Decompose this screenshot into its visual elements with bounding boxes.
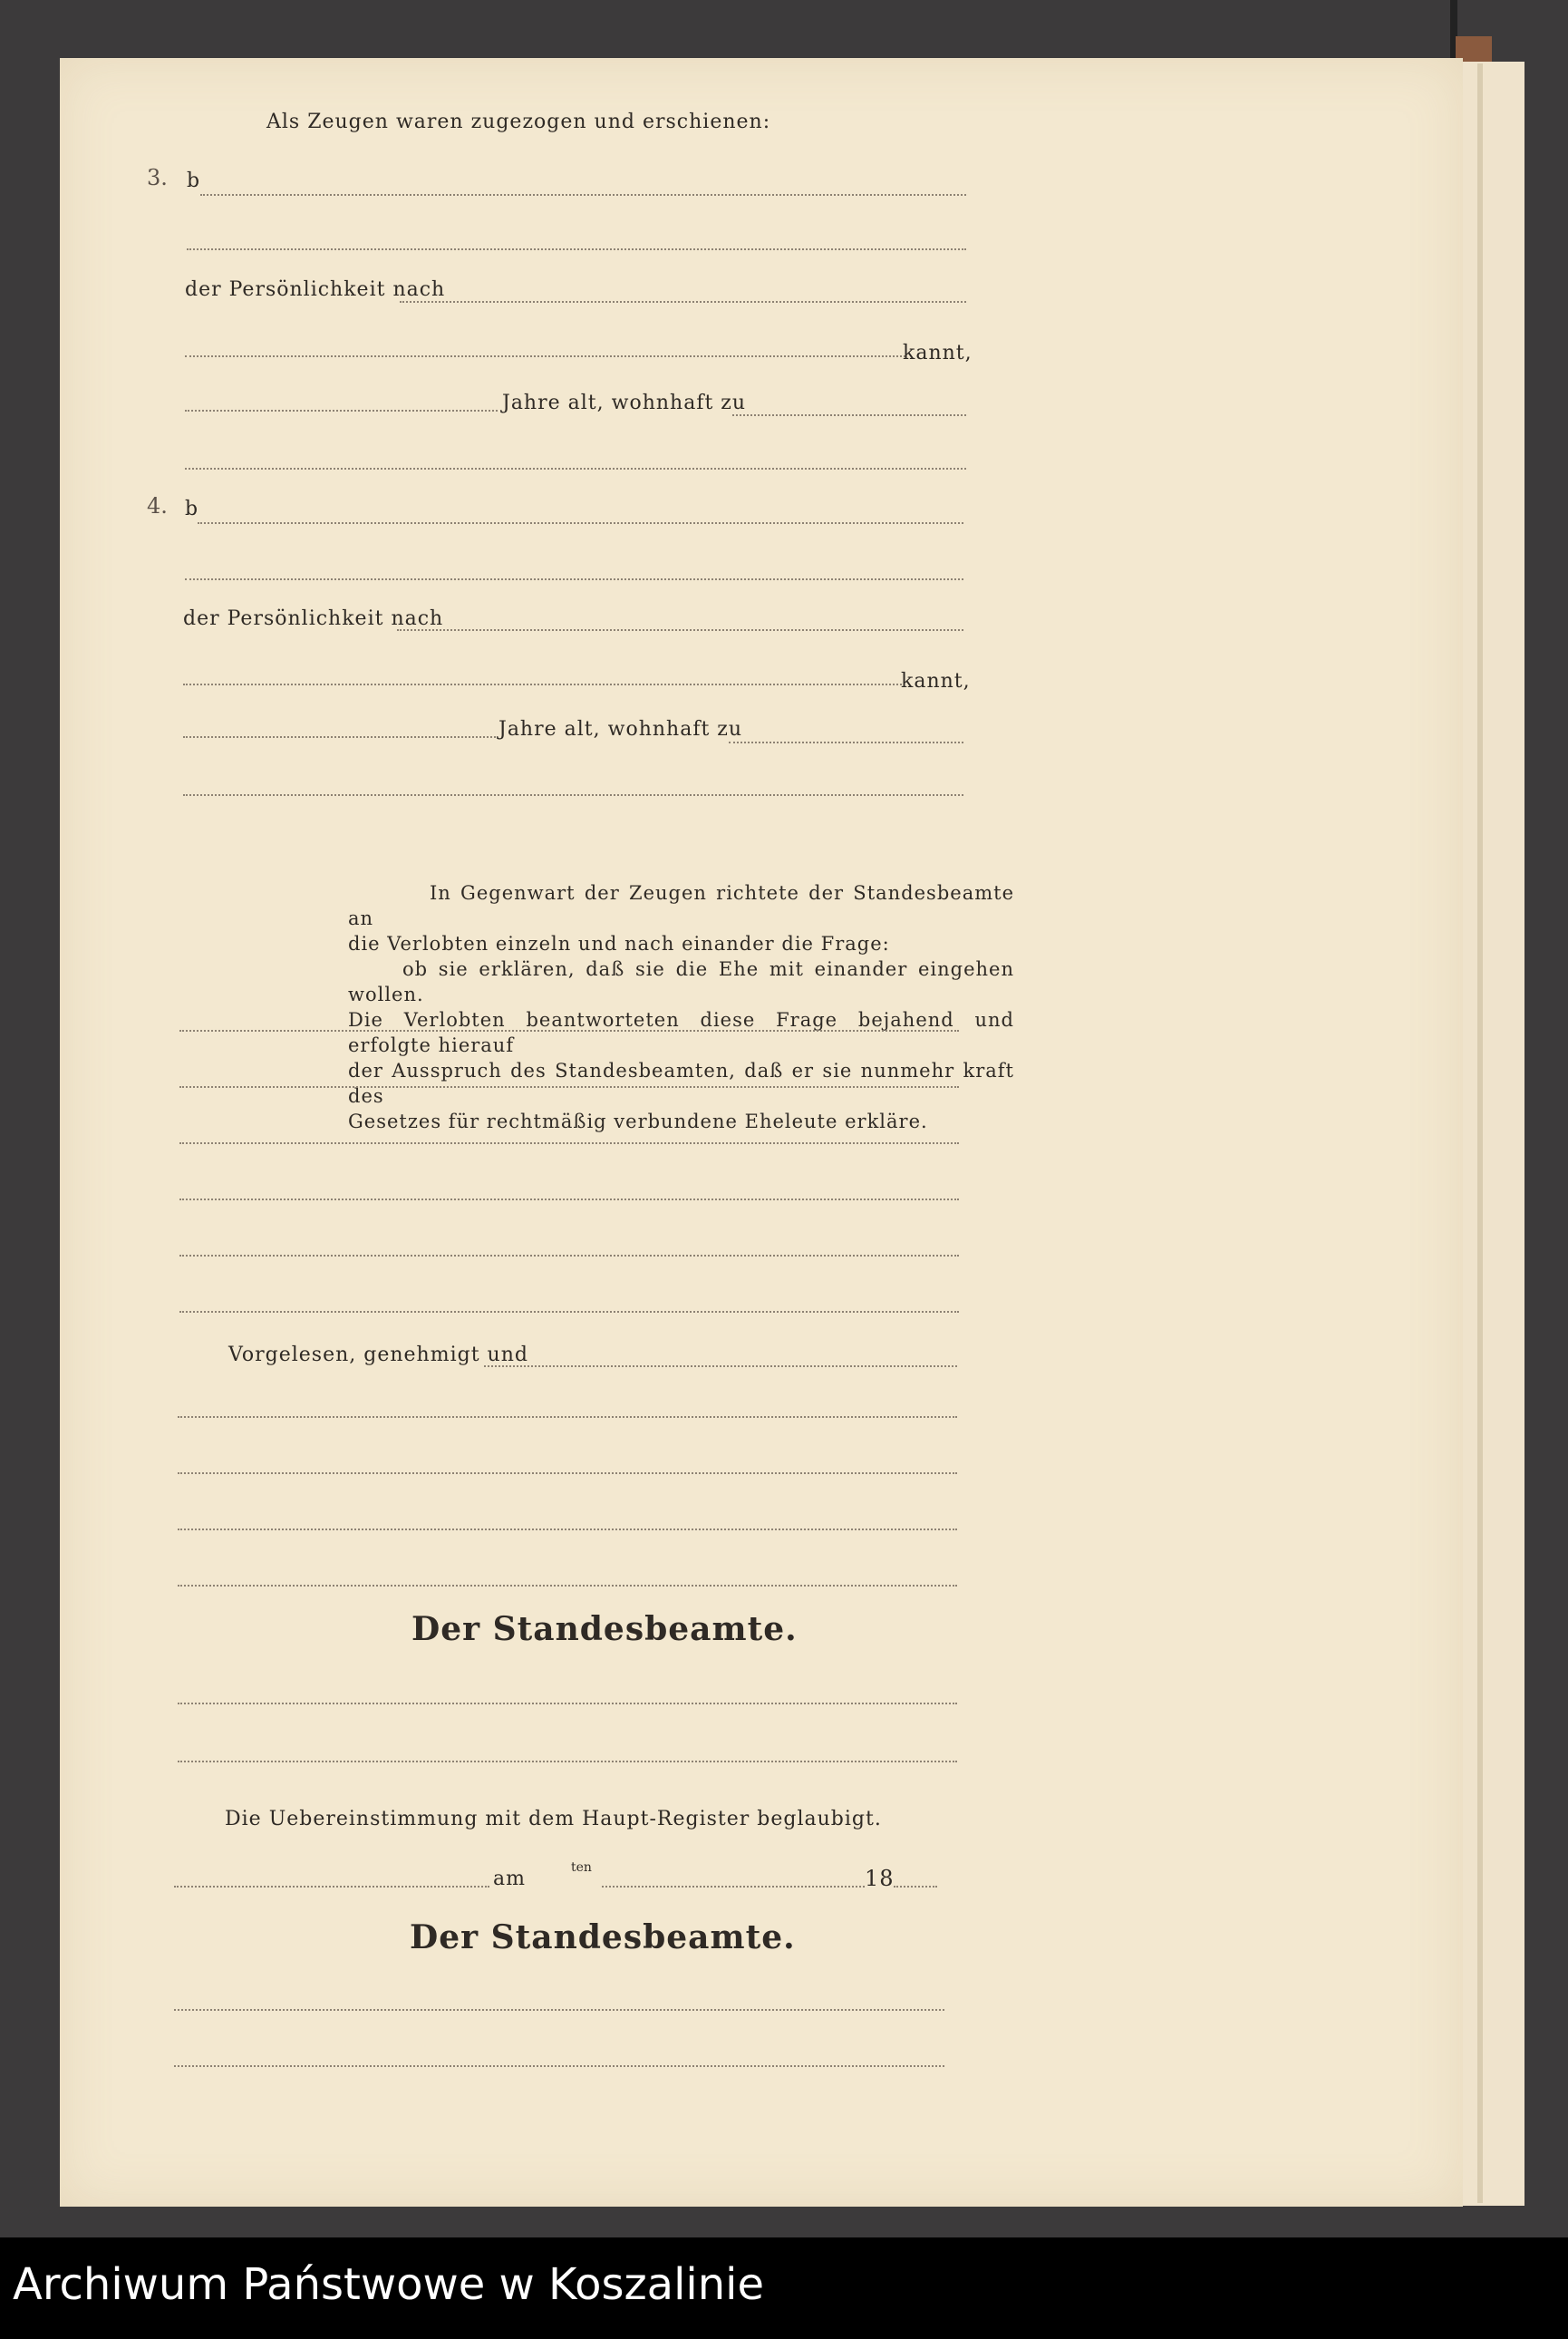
signature-line-2[interactable]: [178, 1472, 957, 1474]
witness-4-name-line[interactable]: [198, 522, 963, 524]
signature-line-3[interactable]: [178, 1529, 957, 1530]
notes-line-4[interactable]: [179, 1199, 959, 1200]
official-signature-line-2[interactable]: [178, 1761, 957, 1762]
notes-line-1[interactable]: [179, 1030, 959, 1032]
witness-4-jahre: Jahre alt, wohnhaft zu: [498, 718, 743, 741]
witness-4-residence-line[interactable]: [729, 742, 963, 743]
paragraph-line-6: Gesetzes für rechtmäßig verbundene Eheleute erkläre.: [348, 1111, 928, 1132]
witness-4-line-2[interactable]: [185, 578, 963, 580]
paragraph-line-4: Die Verlobten beantworteten diese Frage bejahend und erfolgte hierauf: [348, 1009, 1014, 1056]
signature-line-1[interactable]: [178, 1416, 957, 1418]
witness-3-prefix: b: [187, 170, 201, 192]
paragraph-line-3: ob sie erklären, daß sie die Ehe mit einander eingehen wollen.: [348, 958, 1014, 1005]
paragraph-line-5: der Ausspruch des Standesbeamten, daß er sie nunmehr kraft des: [348, 1060, 1014, 1107]
signature-line-4[interactable]: [178, 1585, 957, 1587]
witness-3-age-line[interactable]: [185, 410, 498, 412]
witness-4-prefix: b: [185, 498, 199, 520]
certification-text: Die Uebereinstimmung mit dem Haupt-Register beglaubigt.: [225, 1808, 882, 1830]
certification-signature-line-2[interactable]: [174, 2065, 944, 2067]
witness-4-persoenlichkeit: der Persönlichkeit nach: [183, 607, 444, 630]
vorgelesen-line[interactable]: [484, 1365, 957, 1367]
notes-line-3[interactable]: [179, 1142, 959, 1144]
marriage-declaration-paragraph: [348, 880, 1014, 1134]
place-line[interactable]: [174, 1886, 489, 1888]
page-fold: [1477, 63, 1483, 2203]
standesbeamte-heading-1: Der Standesbeamte.: [411, 1610, 798, 1648]
witness-4-kannt: kannt,: [901, 670, 971, 693]
vorgelesen-label: Vorgelesen, genehmigt und: [228, 1344, 528, 1366]
date-line[interactable]: [602, 1886, 865, 1888]
witness-3-number: 3.: [147, 165, 168, 190]
next-page-edge: [1452, 62, 1524, 2206]
witness-3-kannt: kannt,: [903, 342, 973, 364]
standesbeamte-heading-2: Der Standesbeamte.: [410, 1918, 796, 1956]
am-label: am: [493, 1868, 526, 1890]
witness-3-jahre: Jahre alt, wohnhaft zu: [502, 392, 747, 414]
archive-name: Archiwum Państwowe w Koszalinie: [13, 2259, 765, 2310]
archive-footer: [0, 2237, 1568, 2339]
notes-line-6[interactable]: [179, 1311, 959, 1313]
witness-4-persoenlichkeit-line[interactable]: [397, 629, 963, 631]
notes-line-2[interactable]: [179, 1086, 959, 1088]
witness-4-residence-line-2[interactable]: [183, 794, 963, 796]
witness-3-kannt-line[interactable]: [185, 355, 905, 357]
certification-signature-line-1[interactable]: [174, 2009, 944, 2011]
year-line[interactable]: [894, 1886, 937, 1888]
witness-4-number: 4.: [147, 493, 168, 519]
witness-intro: Als Zeugen waren zugezogen und erschienen:: [266, 111, 771, 133]
paragraph-line-1: In Gegenwart der Zeugen richtete der Standesbeamte an: [348, 882, 1014, 929]
ten-superscript: ten: [571, 1860, 592, 1875]
witness-3-persoenlichkeit: der Persönlichkeit nach: [185, 278, 446, 301]
witness-3-line-2[interactable]: [187, 248, 966, 250]
paragraph-line-2: die Verlobten einzeln und nach einander die Frage:: [348, 933, 890, 955]
witness-3-persoenlichkeit-line[interactable]: [400, 301, 966, 303]
witness-4-age-line[interactable]: [183, 736, 496, 738]
witness-3-name-line[interactable]: [200, 194, 966, 196]
official-signature-line-1[interactable]: [178, 1703, 957, 1704]
document-page: [60, 58, 1463, 2207]
year-prefix: 18: [865, 1866, 895, 1891]
witness-4-kannt-line[interactable]: [183, 684, 902, 685]
witness-3-residence-line[interactable]: [732, 414, 966, 416]
notes-line-5[interactable]: [179, 1255, 959, 1257]
witness-3-residence-line-2[interactable]: [185, 468, 966, 470]
